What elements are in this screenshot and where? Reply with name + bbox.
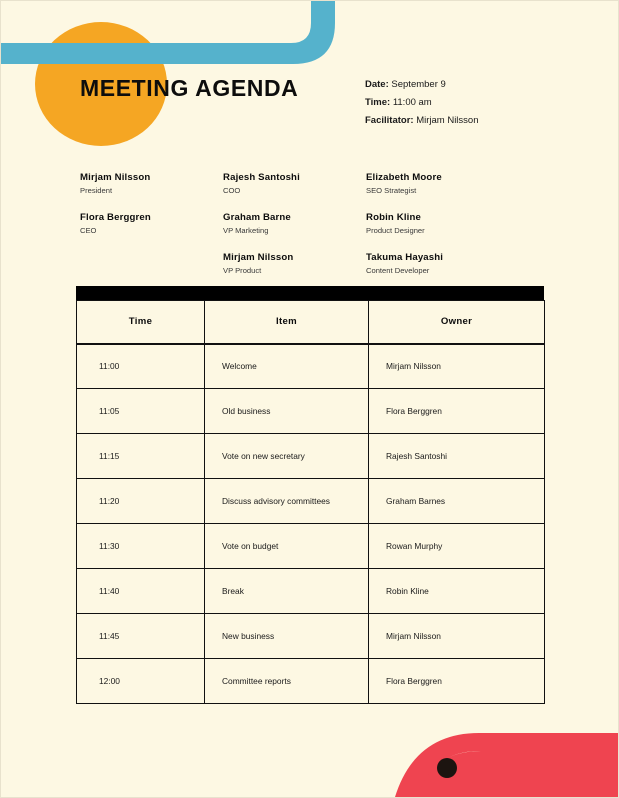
meta-row-date <box>365 76 479 94</box>
attendee-entry <box>366 211 546 237</box>
table-row <box>77 659 545 704</box>
attendee-entry <box>223 251 366 277</box>
attendees-column <box>223 171 366 291</box>
attendee-entry <box>80 171 223 197</box>
table-row <box>77 389 545 434</box>
cell-time: 11:45 <box>77 614 205 659</box>
cell-item: New business <box>205 614 369 659</box>
cell-item: Discuss advisory committees <box>205 479 369 524</box>
attendee-entry <box>366 171 546 197</box>
agenda-table <box>76 300 545 704</box>
column-header-owner: Owner <box>369 301 545 344</box>
cell-time: 11:05 <box>77 389 205 434</box>
cell-item: Old business <box>205 389 369 434</box>
page-title: MEETING AGENDA <box>80 75 299 101</box>
meta-label-date: Date: <box>365 79 389 90</box>
cell-owner: Rajesh Santoshi <box>369 434 545 479</box>
meeting-meta <box>365 76 479 130</box>
agenda-table-head <box>77 301 545 344</box>
cell-time: 11:00 <box>77 344 205 389</box>
cell-time: 11:20 <box>77 479 205 524</box>
cell-time: 12:00 <box>77 659 205 704</box>
attendee-role: COO <box>223 186 241 195</box>
blue-elbow-decoration <box>1 1 346 71</box>
attendee-role: VP Marketing <box>223 226 269 235</box>
cell-item: Vote on new secretary <box>205 434 369 479</box>
table-top-black-bar <box>76 286 544 300</box>
attendee-entry <box>223 211 366 237</box>
cell-item: Break <box>205 569 369 614</box>
cell-owner: Flora Berggren <box>369 389 545 434</box>
attendee-name: Mirjam Nilsson <box>223 252 294 263</box>
meta-label-time: Time: <box>365 97 391 108</box>
table-row <box>77 479 545 524</box>
cell-owner: Robin Kline <box>369 569 545 614</box>
attendee-entry <box>223 171 366 197</box>
meta-value-facilitator: Mirjam Nilsson <box>416 115 479 126</box>
attendee-role: CEO <box>80 226 97 235</box>
attendee-role: President <box>80 186 113 195</box>
table-row <box>77 434 545 479</box>
table-row <box>77 524 545 569</box>
meta-label-facilitator: Facilitator: <box>365 115 414 126</box>
meta-value-time: 11:00 am <box>392 97 432 108</box>
agenda-table-body <box>77 344 545 704</box>
table-header-row <box>77 301 545 344</box>
attendee-entry <box>80 211 223 237</box>
attendee-role: VP Product <box>223 266 262 275</box>
attendee-role: Product Designer <box>366 226 425 235</box>
meta-row-facilitator <box>365 112 479 130</box>
attendee-name: Elizabeth Moore <box>366 172 442 183</box>
table-row <box>77 569 545 614</box>
attendee-entry <box>366 251 546 277</box>
attendee-role: SEO Strategist <box>366 186 417 195</box>
agenda-table-container <box>76 286 544 704</box>
cell-time: 11:30 <box>77 524 205 569</box>
meta-row-time <box>365 94 479 112</box>
cell-owner: Flora Berggren <box>369 659 545 704</box>
cell-time: 11:40 <box>77 569 205 614</box>
attendee-name: Graham Barne <box>223 212 291 223</box>
cell-time: 11:15 <box>77 434 205 479</box>
cell-owner: Rowan Murphy <box>369 524 545 569</box>
attendee-role: Content Developer <box>366 266 430 275</box>
cell-item: Committee reports <box>205 659 369 704</box>
table-row <box>77 344 545 389</box>
attendees-column <box>366 171 546 291</box>
column-header-time: Time <box>77 301 205 344</box>
attendee-name: Rajesh Santoshi <box>223 172 300 183</box>
cell-owner: Mirjam Nilsson <box>369 614 545 659</box>
cell-owner: Mirjam Nilsson <box>369 344 545 389</box>
attendees-column <box>80 171 223 291</box>
red-elbow-decoration <box>381 719 619 797</box>
table-row <box>77 614 545 659</box>
attendee-name: Robin Kline <box>366 212 421 223</box>
attendee-name: Takuma Hayashi <box>366 252 444 263</box>
cell-item: Welcome <box>205 344 369 389</box>
attendee-name: Flora Berggren <box>80 212 151 223</box>
cell-owner: Graham Barnes <box>369 479 545 524</box>
black-dot-decoration <box>437 758 457 778</box>
attendee-name: Mirjam Nilsson <box>80 172 151 183</box>
meta-value-date: September 9 <box>391 79 446 90</box>
attendees-list <box>80 171 550 291</box>
cell-item: Vote on budget <box>205 524 369 569</box>
column-header-item: Item <box>205 301 369 344</box>
